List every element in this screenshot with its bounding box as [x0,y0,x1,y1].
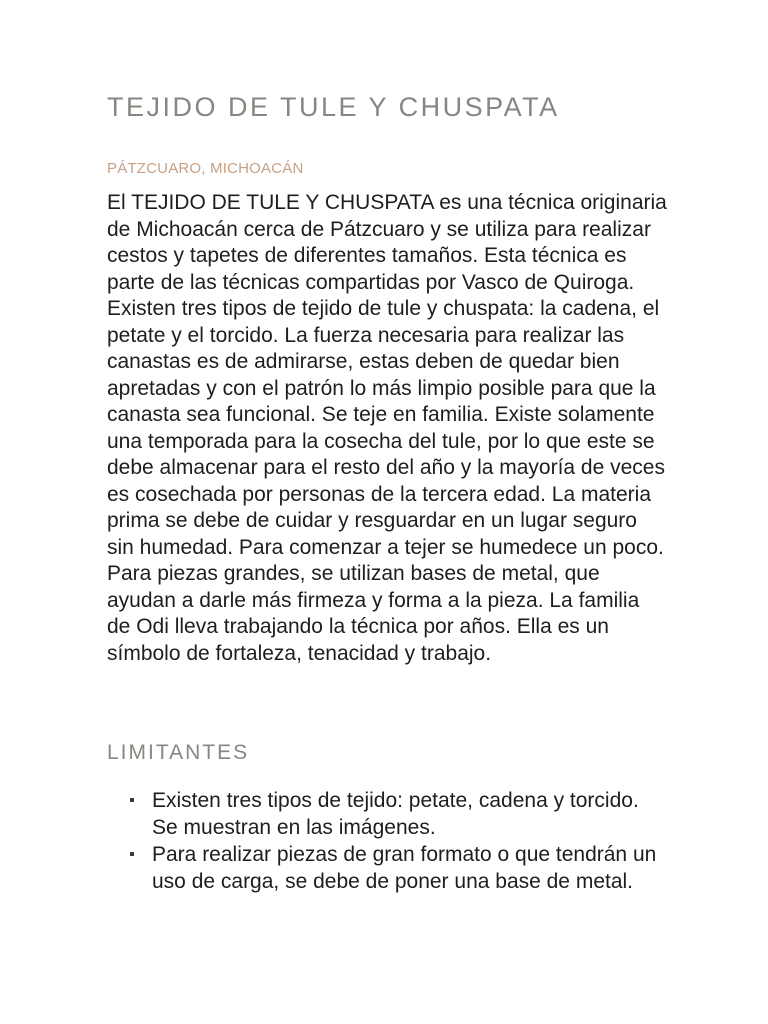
body-paragraph: El TEJIDO DE TULE Y CHUSPATA es una técnica originaria de Michoacán cerca de Pátzcuaro y se utiliza para realizar cestos y tapetes de diferentes tamaños. Esta técnica es parte de las técnicas compartidas por Vasco de Quiroga. Existen tres tipos de tejido de tule y chuspata: la cadena, el petate y el torcido. La fuerza necesaria para realizar las canastas es de admirarse, estas deben de quedar bien apretadas y con el patrón lo más limpio posible para que la canasta sea funcional. Se teje en familia. Existe solamente una temporada para la cosecha del tule, por lo que este se debe almacenar para el resto del año y la mayoría de veces es cosechada por personas de la tercera edad. La materia prima se debe de cuidar y resguardar en un lugar seguro sin humedad. Para comenzar a tejer se humedece un poco. Para piezas grandes, se utilizan bases de metal, que ayudan a darle más firmeza y forma a la pieza. La familia de Odi lleva trabajando la técnica por años. Ella es un símbolo de fortaleza, tenacidad y trabajo. [107,191,667,665]
square-bullet-icon [130,798,134,802]
page-title: TEJIDO DE TULE Y CHUSPATA [107,92,560,122]
location-subtitle: PÁTZCUARO, MICHOACÁN [107,160,304,177]
limitantes-list [107,787,667,895]
list-item-text: Existen tres tipos de tejido: petate, cadena y torcido. Se muestran en las imágenes. [152,789,639,839]
square-bullet-icon [130,852,134,856]
list-item-text: Para realizar piezas de gran formato o que tendrán un uso de carga, se debe de poner una base de metal. [152,843,657,893]
list-item [107,841,667,895]
section-heading-limitantes: LIMITANTES [107,741,250,764]
list-item [107,787,667,841]
